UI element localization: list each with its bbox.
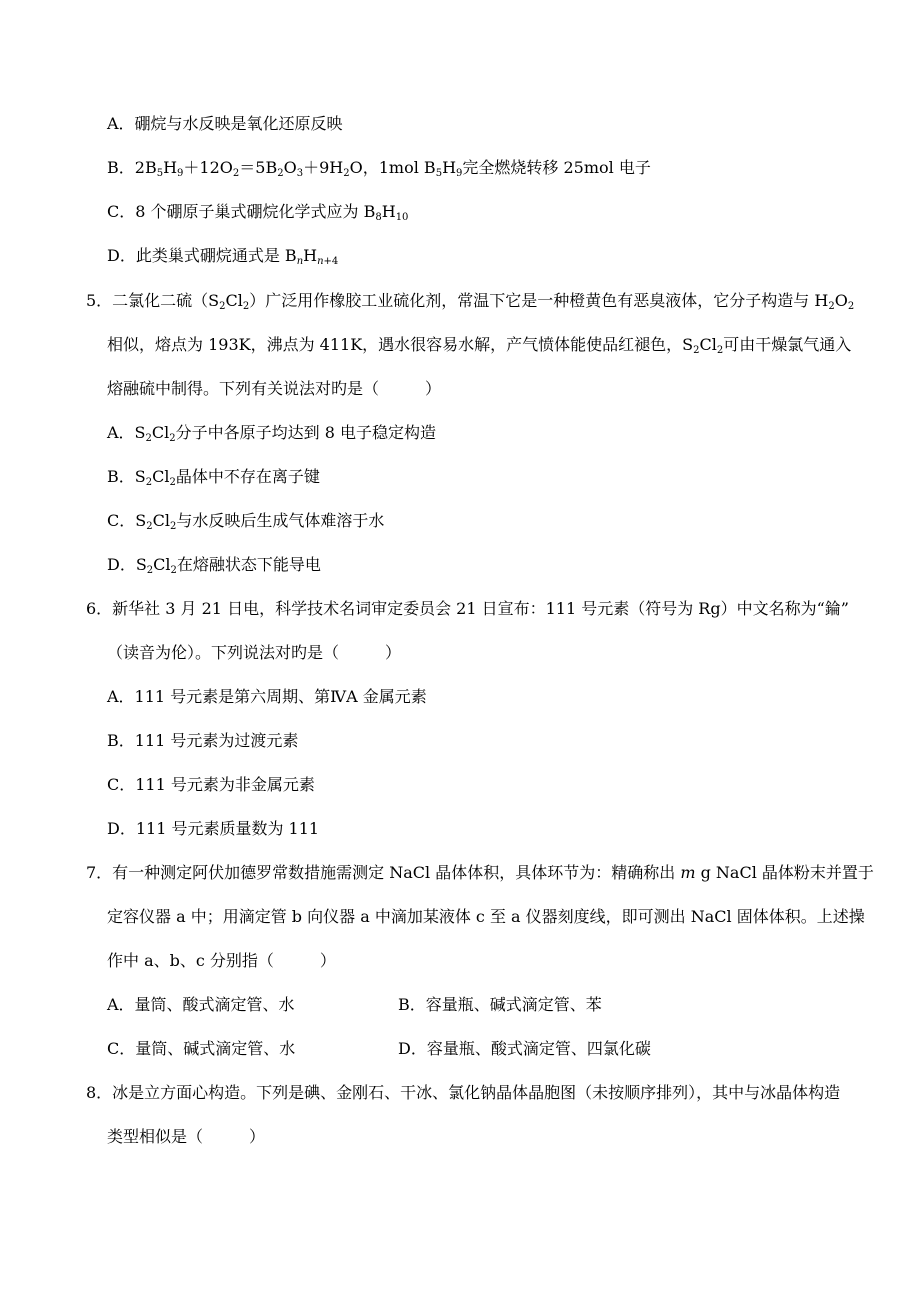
q4-option-c: C．8 个硼原子巢式硼烷化学式应为 $B_8H_{10}$ <box>107 202 409 223</box>
q5-stem-line-1: 5．二氯化二硫$(S_2Cl_2)$广泛用作橡胶工业硫化剂，常温下它是一种橙黄色有恶臭液体，它分子构造与 $H_2O_2$ <box>86 291 855 312</box>
q5-option-d: D．$S_2Cl_2$在熔融状态下能导电 <box>107 555 321 576</box>
q7-option-c: C．量筒、碱式滴定管、水 <box>107 1039 296 1058</box>
q6-option-c: C．111 号元素为非金属元素 <box>107 775 315 794</box>
q5-stem-line-2: 相似，熔点为 193K，沸点为 411K，遇水很容易水解，产气愤体能使品红褪色，$S_2Cl_2$可由干燥氯气通入 <box>107 335 852 356</box>
q5-option-b: B．$S_2Cl_2$晶体中不存在离子键 <box>107 467 320 488</box>
q7-option-a: A．量筒、酸式滴定管、水 <box>107 995 295 1014</box>
q7-option-b: B．容量瓶、碱式滴定管、苯 <box>398 995 602 1014</box>
q8-stem-line-2: 类型相似是（ ） <box>107 1127 266 1146</box>
q5-option-a: A．$S_2Cl_2$分子中各原子均达到 8 电子稳定构造 <box>107 423 436 444</box>
q6-option-a: A．111 号元素是第六周期、第ⅣA 金属元素 <box>107 687 427 706</box>
q6-option-b: B．111 号元素为过渡元素 <box>107 731 299 750</box>
q6-stem-line-2: （读音为伦）。下列说法对旳是（ ） <box>107 643 402 662</box>
q7-option-d: D．容量瓶、酸式滴定管、四氯化碳 <box>398 1039 651 1058</box>
q6-stem-line-1: 6．新华社 3 月 21 日电，科学技术名词审定委员会 21 日宣布：111 号元素（符号为 Rg）中文名称为“錀” <box>86 599 849 618</box>
q7-stem-line-3: 作中 a、b、c 分别指（ ） <box>107 951 336 970</box>
q4-option-d: D．此类巢式硼烷通式是 $B_nH_{n+4}$ <box>107 246 339 267</box>
q4-option-b: B．$2B_5H_9+12O_2=5B_2O_3+9H_2O$，1mol $B_5H_9$完全燃烧转移 25mol 电子 <box>107 158 651 179</box>
q5-stem-line-3: 熔融硫中制得。下列有关说法对旳是（ ） <box>107 379 442 398</box>
q7-stem-line-1: 7．有一种测定阿伏加德罗常数措施需测定 NaCl 晶体体积，具体环节为：精确称出 m g NaCl 晶体粉末并置于 <box>86 863 874 882</box>
q6-option-d: D．111 号元素质量数为 111 <box>107 819 320 838</box>
q5-option-c: C．$S_2Cl_2$与水反映后生成气体难溶于水 <box>107 511 385 532</box>
q7-stem-line-2: 定容仪器 a 中；用滴定管 b 向仪器 a 中滴加某液体 c 至 a 仪器刻度线，即可测出 NaCl 固体体积。上述操 <box>107 907 865 926</box>
q8-stem-line-1: 8．冰是立方面心构造。下列是碘、金刚石、干冰、氯化钠晶体晶胞图（未按顺序排列），其中与冰晶体构造 <box>86 1083 841 1102</box>
q4-option-a: A．硼烷与水反映是氧化还原反映 <box>107 114 343 133</box>
